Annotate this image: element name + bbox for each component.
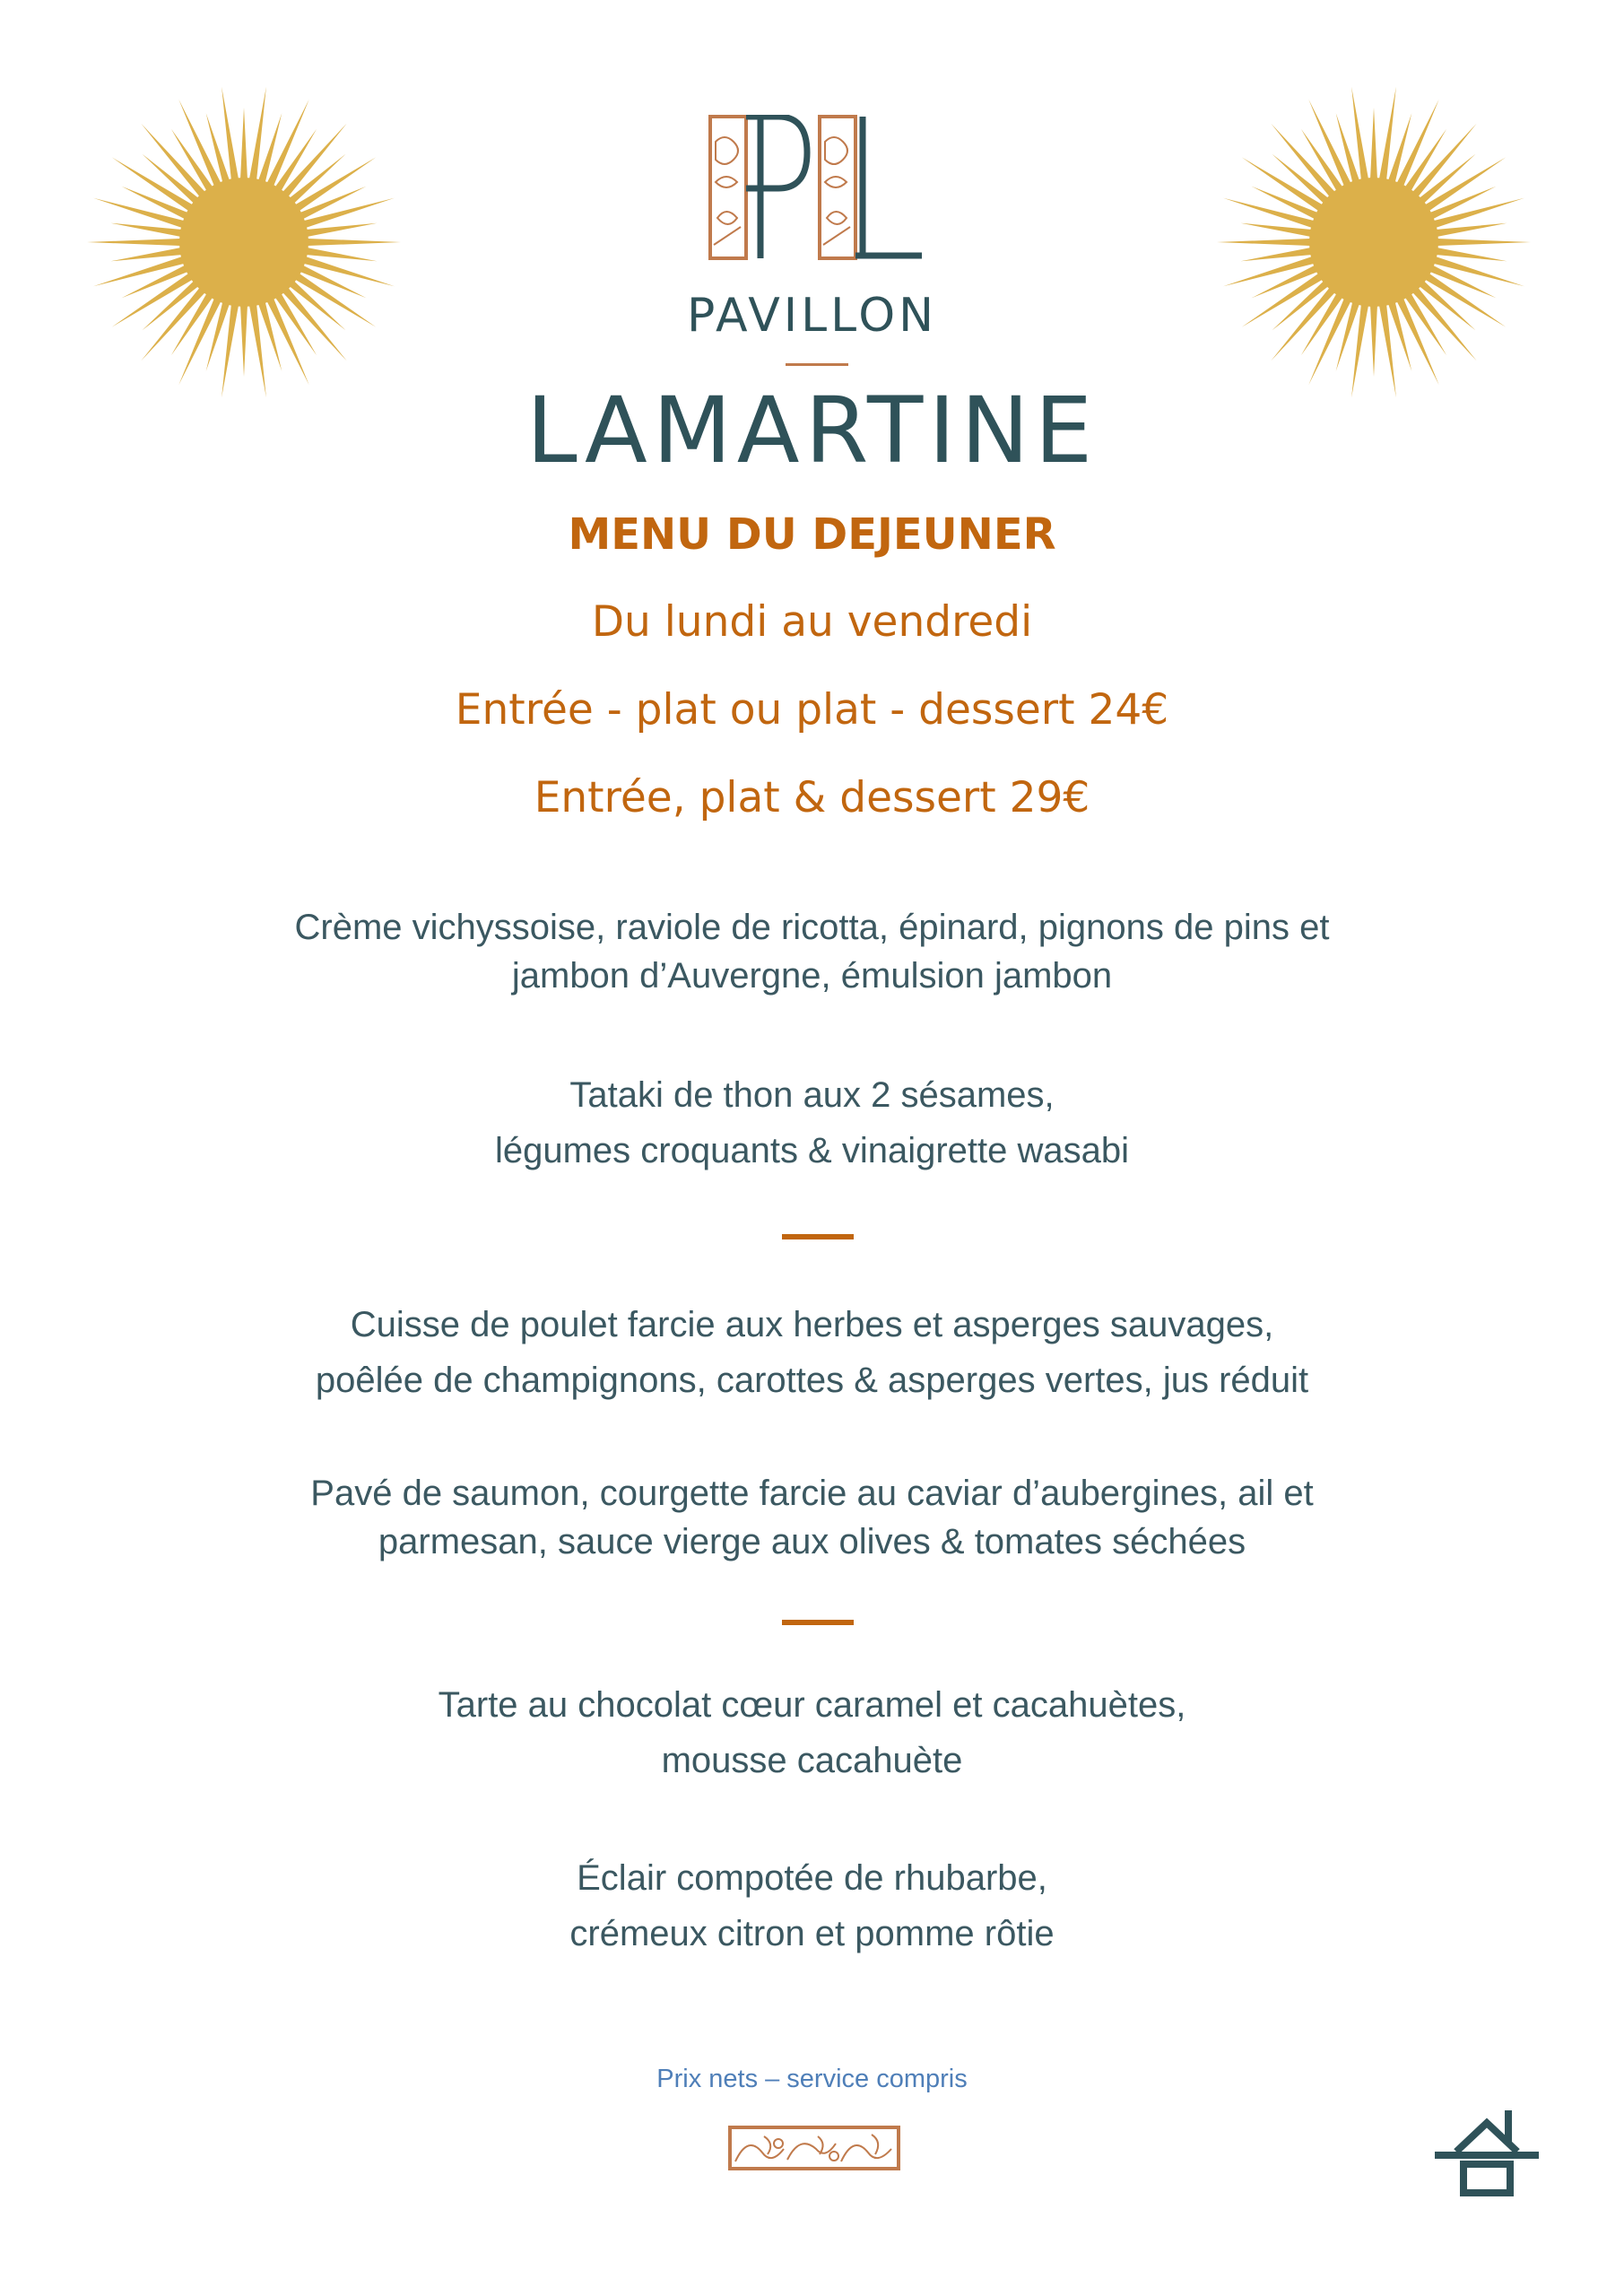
main-course-item: Pavé de saumon, courgette farcie au caviar d’aubergines, ail et parmesan, sauce vierge aux olives & tomates séchées <box>310 1474 1314 1561</box>
section-divider <box>782 1234 854 1239</box>
sun-core <box>179 178 308 307</box>
starter-item: Crème vichyssoise, raviole de ricotta, épinard, pignons de pins et jambon d’Auvergne, émulsion jambon <box>294 908 1330 996</box>
dessert-item: Éclair compotée de rhubarbe, crémeux citron et pomme rôtie <box>569 1858 1055 1953</box>
pl-monogram-logo <box>708 115 924 260</box>
price-note: Prix nets – service compris <box>656 2065 968 2093</box>
house-icon <box>1433 2101 1541 2198</box>
brand-name-top: PAVILLON <box>686 289 938 343</box>
menu-title: MENU DU DEJEUNER <box>568 509 1056 560</box>
starter-item: Tataki de thon aux 2 sésames, légumes croquants & vinaigrette wasabi <box>494 1075 1130 1170</box>
sun-icon <box>83 81 405 404</box>
brand-name-main: LAMARTINE <box>525 378 1099 484</box>
formula-three-courses: Entrée, plat & dessert 29€ <box>534 773 1090 822</box>
dessert-item: Tarte au chocolat cœur caramel et cacahuètes, mousse cacahuète <box>438 1685 1186 1780</box>
formula-two-courses: Entrée - plat ou plat - dessert 24€ <box>455 685 1169 735</box>
main-course-item: Cuisse de poulet farcie aux herbes et asperges sauvages, poêlée de champignons, carottes & asperges vertes, jus réduit <box>315 1305 1309 1400</box>
brand-divider <box>786 363 848 366</box>
ornament-icon <box>728 2126 900 2170</box>
menu-days: Du lundi au vendredi <box>591 597 1033 647</box>
sun-core <box>1309 178 1438 307</box>
sun-icon <box>1212 81 1535 404</box>
section-divider <box>782 1620 854 1625</box>
